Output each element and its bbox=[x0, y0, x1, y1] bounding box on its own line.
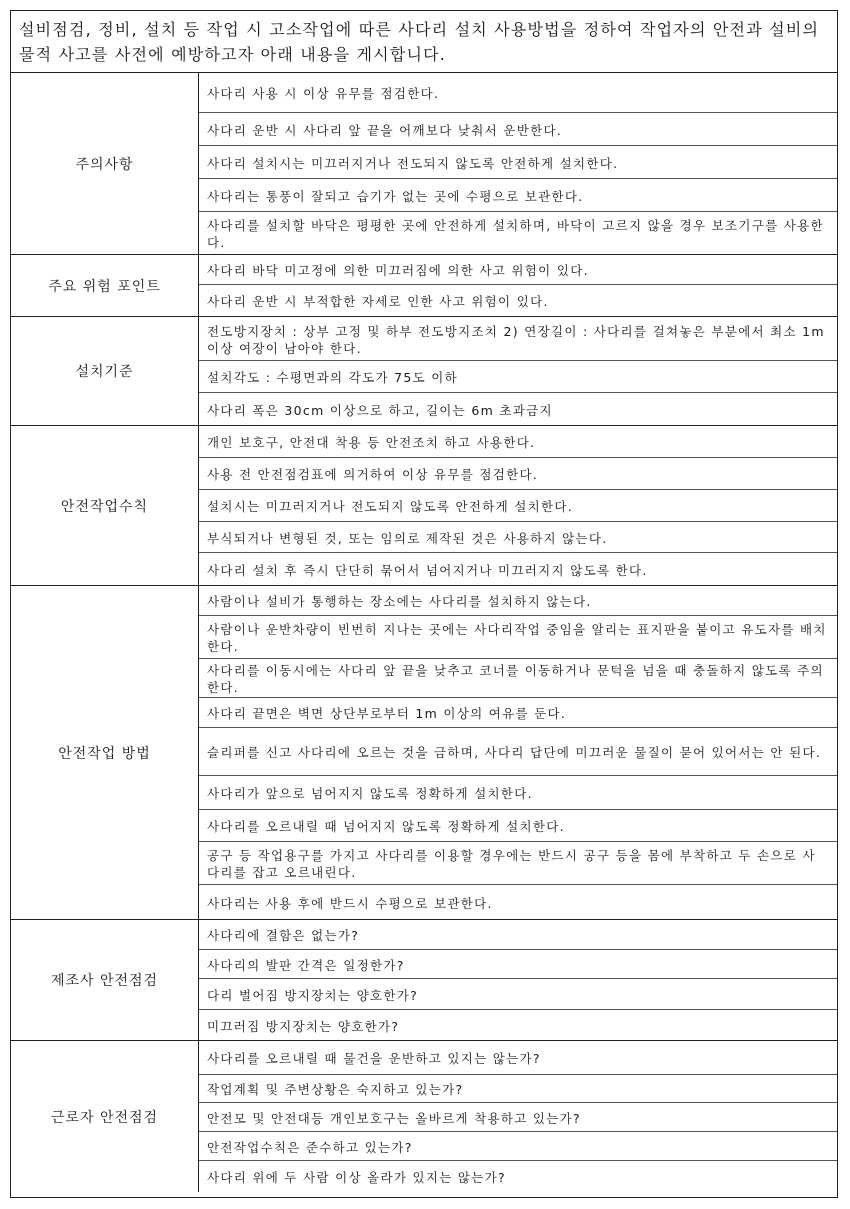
section bbox=[11, 920, 837, 1041]
item-text: 사다리 폭은 30cm 이상으로 하고, 길이는 6m 초과금지 bbox=[207, 402, 553, 418]
list-item bbox=[199, 113, 837, 146]
item-text: 사다리 끝면은 벽면 상단부로부터 1m 이상의 여유를 둔다. bbox=[207, 706, 567, 721]
section-category: 주요 위험 포인트 bbox=[11, 255, 199, 316]
list-item bbox=[199, 426, 837, 458]
list-item bbox=[199, 842, 837, 885]
list-item bbox=[199, 659, 837, 698]
section-items bbox=[199, 586, 837, 919]
list-item bbox=[199, 490, 837, 522]
item-text: 사다리 바닥 미고정에 의한 미끄러짐에 의한 사고 위험이 있다. bbox=[207, 263, 589, 278]
item-text: 부식되거나 변형된 것, 또는 임의로 제작된 것은 사용하지 않는다. bbox=[207, 530, 608, 546]
item-text: 사다리를 설치할 바닥은 평평한 곳에 안전하게 설치하며, 바닥이 고르지 않을 경우 보조기구를 사용한다. bbox=[207, 218, 824, 250]
item-text: 사다리 운반 시 부적합한 자세로 인한 사고 위험이 있다. bbox=[207, 294, 549, 309]
item-text: 사다리 운반 시 사다리 앞 끝을 어깨보다 낮춰서 운반한다. bbox=[207, 122, 563, 138]
list-item bbox=[199, 920, 837, 950]
list-item bbox=[199, 1010, 837, 1040]
section-category: 안전작업 방법 bbox=[11, 586, 199, 919]
list-item bbox=[199, 728, 837, 776]
section-items bbox=[199, 426, 837, 585]
item-text: 설치각도 : 수평면과의 각도가 75도 이하 bbox=[207, 370, 459, 385]
section-category: 근로자 안전점검 bbox=[11, 1041, 199, 1192]
item-text: 사다리를 이동시에는 사다리 앞 끝을 낮추고 코너를 이동하거나 문턱을 넘을 때 충돌하지 않도록 주의한다. bbox=[207, 663, 824, 695]
item-text: 사다리는 사용 후에 반드시 수평으로 보관한다. bbox=[207, 895, 493, 911]
list-item bbox=[199, 212, 837, 254]
item-text: 사다리의 발판 간격은 일정한가? bbox=[207, 957, 405, 973]
item-text: 미끄러짐 방지장치는 양호한가? bbox=[207, 1018, 400, 1034]
list-item bbox=[199, 698, 837, 728]
section-items bbox=[199, 73, 837, 254]
list-item bbox=[199, 950, 837, 979]
section-items bbox=[199, 1041, 837, 1192]
list-item bbox=[199, 553, 837, 585]
item-text: 사람이나 설비가 통행하는 장소에는 사다리를 설치하지 않는다. bbox=[207, 594, 592, 609]
list-item bbox=[199, 393, 837, 425]
list-item bbox=[199, 810, 837, 842]
list-item bbox=[199, 979, 837, 1010]
section bbox=[11, 1041, 837, 1192]
list-item bbox=[199, 146, 837, 179]
section-category: 설치기준 bbox=[11, 317, 199, 425]
section bbox=[11, 73, 837, 255]
item-text: 사다리 설치 후 즉시 단단히 묶어서 넘어지거나 미끄러지지 않도록 한다. bbox=[207, 562, 648, 578]
list-item bbox=[199, 458, 837, 490]
item-text: 사다리 위에 두 사람 이상 올라가 있지는 않는가? bbox=[207, 1170, 506, 1185]
section bbox=[11, 255, 837, 317]
item-text: 개인 보호구, 안전대 착용 등 안전조치 하고 사용한다. bbox=[207, 435, 536, 450]
item-text: 사람이나 운반차량이 빈번히 지나는 곳에는 사다리작업 중임을 알리는 표지판을 붙이고 유도자를 배치한다. bbox=[207, 622, 827, 654]
list-item bbox=[199, 361, 837, 393]
list-item bbox=[199, 1041, 837, 1075]
list-item bbox=[199, 317, 837, 361]
list-item bbox=[199, 1075, 837, 1103]
item-text: 사다리는 통풍이 잘되고 습기가 없는 곳에 수평으로 보관한다. bbox=[207, 188, 584, 204]
list-item bbox=[199, 616, 837, 659]
list-item bbox=[199, 285, 837, 316]
section-category: 안전작업수칙 bbox=[11, 426, 199, 585]
item-text: 작업계획 및 주변상황은 숙지하고 있는가? bbox=[207, 1082, 464, 1097]
list-item bbox=[199, 73, 837, 113]
item-text: 사다리 설치시는 미끄러지거나 전도되지 않도록 안전하게 설치한다. bbox=[207, 155, 619, 171]
item-text: 사다리를 오르내릴 때 넘어지지 않도록 정확하게 설치한다. bbox=[207, 819, 565, 834]
item-text: 사다리를 오르내릴 때 물건을 운반하고 있지는 않는가? bbox=[207, 1051, 541, 1066]
section bbox=[11, 586, 837, 920]
item-text: 사다리가 앞으로 넘어지지 않도록 정확하게 설치한다. bbox=[207, 786, 533, 801]
section bbox=[11, 317, 837, 426]
list-item bbox=[199, 586, 837, 616]
section-items bbox=[199, 920, 837, 1040]
list-item bbox=[199, 255, 837, 285]
list-item bbox=[199, 1103, 837, 1132]
notice-sheet bbox=[10, 10, 838, 1198]
item-text: 안전작업수칙은 준수하고 있는가? bbox=[207, 1139, 413, 1155]
list-item bbox=[199, 179, 837, 212]
item-text: 다리 벌어짐 방지장치는 양호한가? bbox=[207, 987, 419, 1003]
section-items bbox=[199, 317, 837, 425]
item-text: 사다리 사용 시 이상 유무를 점검한다. bbox=[207, 86, 440, 101]
section-items bbox=[199, 255, 837, 316]
item-text: 전도방지장치 : 상부 고정 및 하부 전도방지조치 2) 연장길이 : 사다리를 걸쳐놓은 부분에서 최소 1m 이상 여장이 남아야 한다. bbox=[207, 323, 825, 356]
item-text: 사용 전 안전점검표에 의거하여 이상 유무를 점검한다. bbox=[207, 467, 539, 482]
section-category: 주의사항 bbox=[11, 73, 199, 254]
item-text: 설치시는 미끄러지거나 전도되지 않도록 안전하게 설치한다. bbox=[207, 499, 574, 514]
item-text: 안전모 및 안전대등 개인보호구는 올바르게 착용하고 있는가? bbox=[207, 1110, 581, 1126]
list-item bbox=[199, 885, 837, 919]
section bbox=[11, 426, 837, 586]
item-text: 사다리에 결함은 없는가? bbox=[207, 928, 360, 943]
notice-table bbox=[11, 73, 837, 1197]
item-text: 슬리퍼를 신고 사다리에 오르는 것을 금하며, 사다리 답단에 미끄러운 물질이 묻어 있어서는 안 된다. bbox=[207, 745, 822, 760]
list-item bbox=[199, 1161, 837, 1192]
list-item bbox=[199, 1132, 837, 1161]
list-item bbox=[199, 522, 837, 553]
section-category: 제조사 안전점검 bbox=[11, 920, 199, 1040]
notice-intro: 설비점검, 정비, 설치 등 작업 시 고소작업에 따른 사다리 설치 사용방법을 정하여 작업자의 안전과 설비의 물적 사고를 사전에 예방하고자 아래 내용을 게시합니다. bbox=[11, 11, 837, 73]
item-text: 공구 등 작업용구를 가지고 사다리를 이용할 경우에는 반드시 공구 등을 몸에 부착하고 두 손으로 사다리를 잡고 오르내린다. bbox=[207, 848, 816, 880]
list-item bbox=[199, 776, 837, 810]
